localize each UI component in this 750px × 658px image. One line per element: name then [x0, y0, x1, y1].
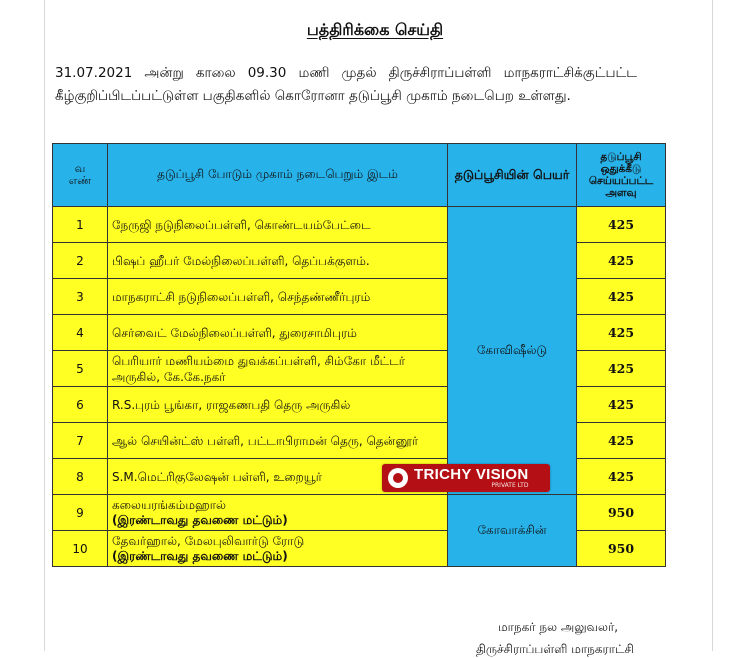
place-header: தடுப்பூசி போடும் முகாம் நடைபெறும் இடம் [108, 144, 448, 207]
second-dose-note: (இரண்டாவது தவணை மட்டும்) [112, 512, 288, 527]
row-place: மாநகராட்சி நடுநிலைப்பள்ளி, செந்தண்ணீர்புரம் [108, 279, 448, 315]
row-quantity: 425 [577, 459, 666, 495]
vaccination-schedule-table [52, 143, 666, 567]
signatory-title: மாநகர் நல அலுவலர், [498, 620, 619, 634]
page-border-left [44, 0, 45, 651]
signatory-office: திருச்சிராப்பள்ளி மாநகராட்சி [476, 642, 634, 656]
row-serial: 2 [53, 243, 108, 279]
row-quantity: 950 [577, 495, 666, 531]
row-quantity: 425 [577, 387, 666, 423]
row-place: தேவர்ஹால், மேலபுலிவார்டு ரோடு (இரண்டாவது தவணை மட்டும்) [108, 531, 448, 567]
row-serial: 7 [53, 423, 108, 459]
row-place: ஆல் செயின்ட்ஸ் பள்ளி, பட்டாபிராமன் தெரு, தென்னூர் [108, 423, 448, 459]
intro-paragraph: 31.07.2021 அன்று காலை 09.30 மணி முதல் திருச்சிராப்பள்ளி மாநகராட்சிக்குட்பட்ட கீழ்குறிப்பிடப்பட்டுள்ள பகுதிகளில் கொரோனா தடுப்பூசி முகாம் நடைபெற உள்ளது. [55, 65, 637, 104]
row-serial: 8 [53, 459, 108, 495]
row-place: பிஷப் ஹீபர் மேல்நிலைப்பள்ளி, தெப்பக்குளம். [108, 243, 448, 279]
row-serial: 6 [53, 387, 108, 423]
row-serial: 9 [53, 495, 108, 531]
trichy-vision-watermark [382, 464, 550, 492]
table-header-row [53, 144, 666, 207]
table-row [53, 207, 666, 243]
second-dose-note: (இரண்டாவது தவணை மட்டும்) [112, 548, 288, 563]
row-quantity: 425 [577, 279, 666, 315]
watermark-brand: TRICHY VISION [414, 466, 529, 483]
watermark-subtext: PRIVATE LTD [491, 482, 529, 489]
allocation-header: தடுப்பூசி ஒதுக்கீடு செய்யப்பட்ட அளவு [577, 144, 666, 207]
row-place: செர்வைட் மேல்நிலைப்பள்ளி, துரைசாமிபுரம் [108, 315, 448, 351]
vaccine-covishield-cell: கோவிஷீல்டு [448, 207, 577, 495]
row-quantity: 425 [577, 243, 666, 279]
row-place: கலையரங்கம்மஹால் (இரண்டாவது தவணை மட்டும்) [108, 495, 448, 531]
row-serial: 3 [53, 279, 108, 315]
row-quantity: 425 [577, 315, 666, 351]
table-row [53, 495, 666, 531]
row-place: நேருஜி நடுநிலைப்பள்ளி, கொண்டயம்பேட்டை [108, 207, 448, 243]
vaccine-header: தடுப்பூசியின் பெயர் [448, 144, 577, 207]
row-place: S.M.மெட்ரிகுலேஷன் பள்ளி, உறையூர் [108, 459, 448, 495]
row-quantity: 425 [577, 351, 666, 387]
brand-logo-icon [388, 468, 408, 488]
row-place: பெரியார் மணியம்மை துவக்கப்பள்ளி, சிம்கோ மீட்டர் அருகில், கே.கே.நகர் [108, 351, 448, 387]
row-serial: 1 [53, 207, 108, 243]
row-quantity: 950 [577, 531, 666, 567]
row-quantity: 425 [577, 423, 666, 459]
serial-header: வ எண் [53, 144, 108, 207]
row-serial: 4 [53, 315, 108, 351]
row-serial: 5 [53, 351, 108, 387]
vaccine-covaxin-cell: கோவாக்சின் [448, 495, 577, 567]
row-place: R.S.புரம் பூங்கா, ராஜகணபதி தெரு அருகில் [108, 387, 448, 423]
page-title: பத்திரிக்கை செய்தி [306, 20, 444, 39]
row-quantity: 425 [577, 207, 666, 243]
page-border-right [712, 0, 713, 651]
row-serial: 10 [53, 531, 108, 567]
